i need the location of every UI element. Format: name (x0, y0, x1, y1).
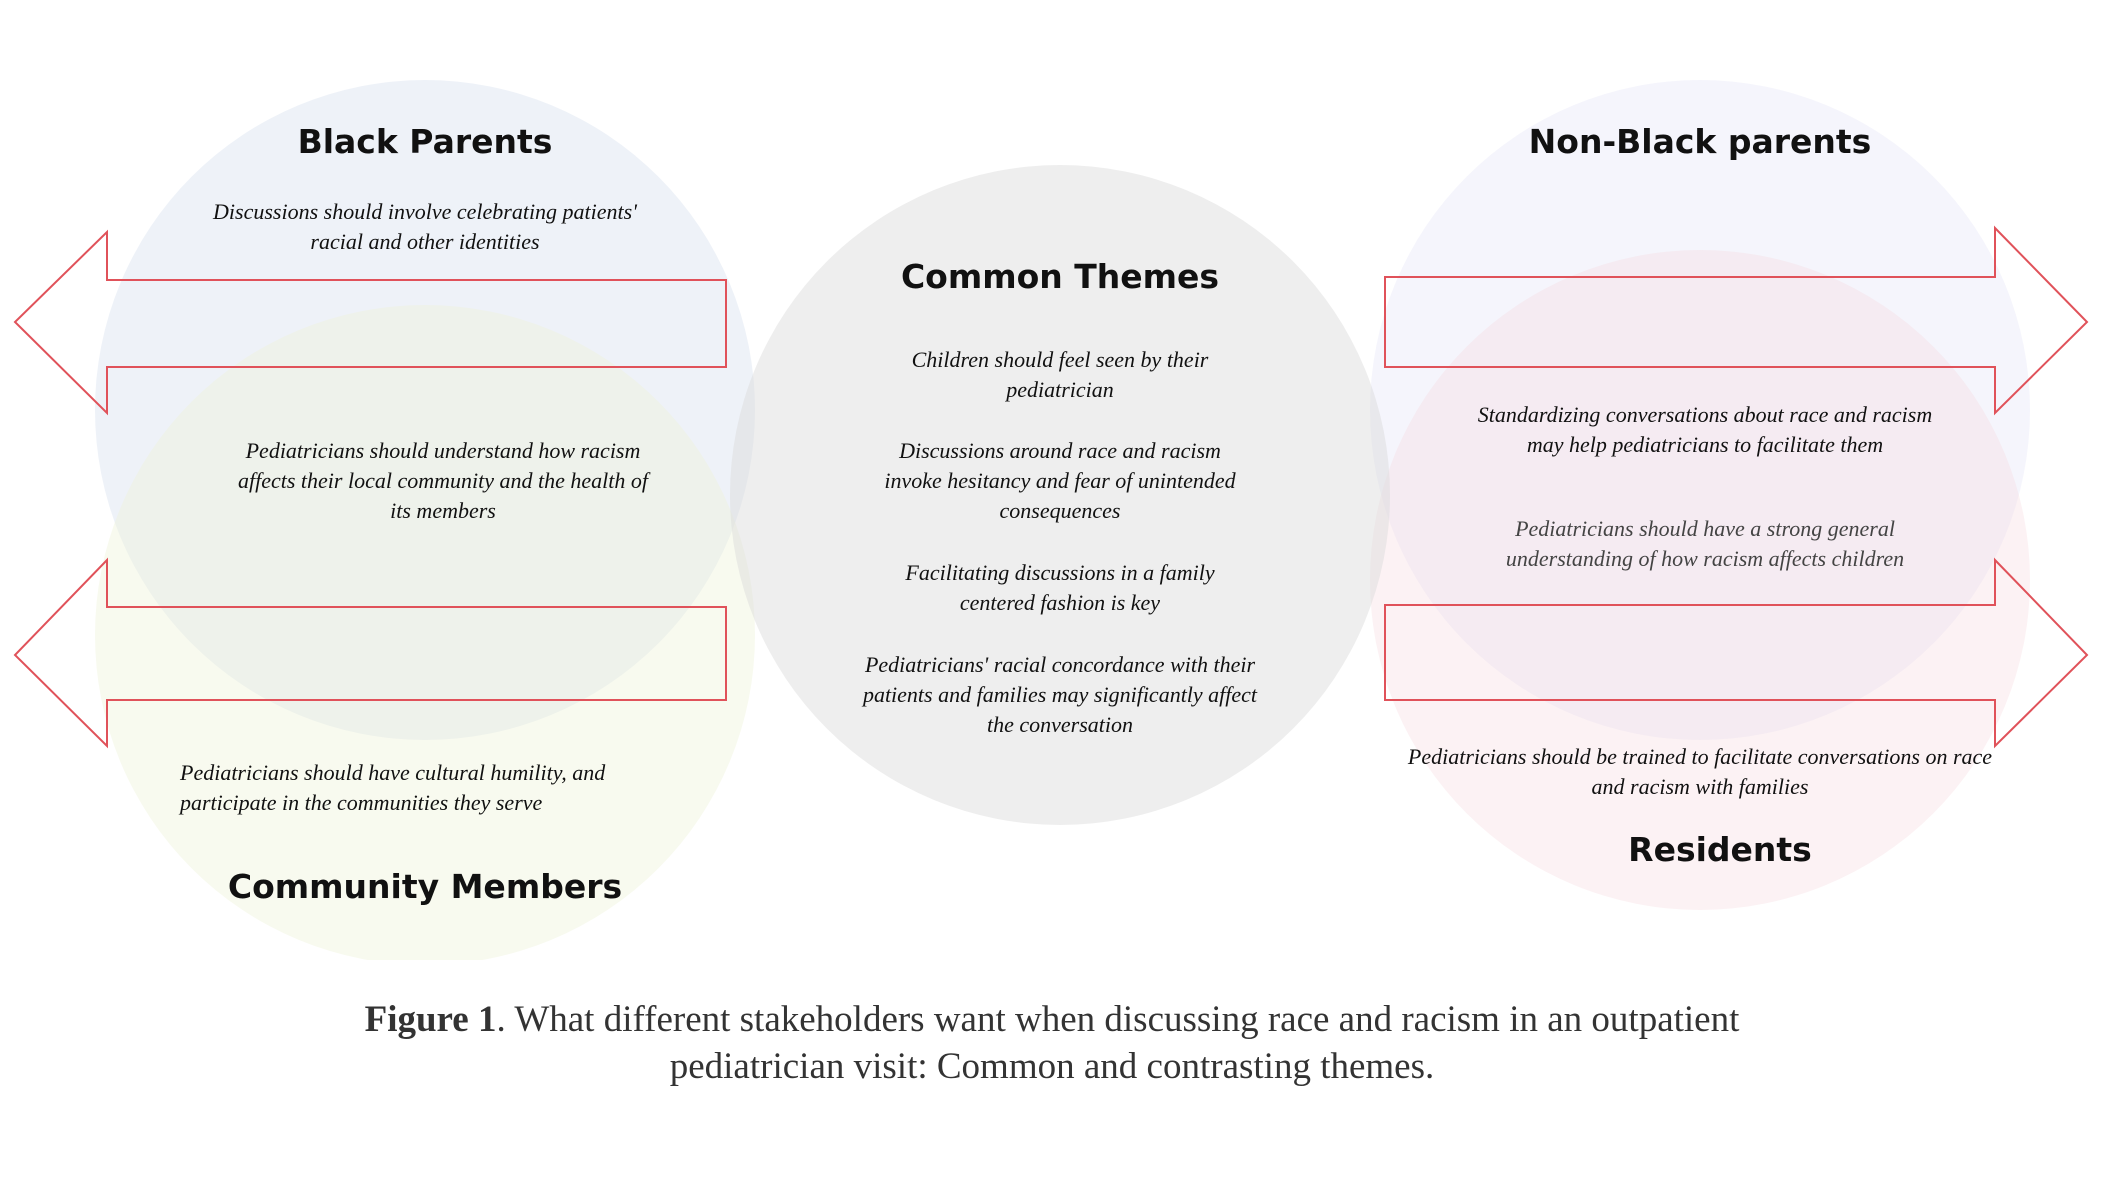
common-themes-note: Facilitating discussions in a family centered fashion is key (905, 560, 1215, 615)
residents-note: Pediatricians should be trained to facilitate conversations on race and racism with families (1407, 744, 1993, 799)
non-black-parents-title: Non-Black parents (1528, 122, 1872, 161)
common-themes-note: Discussions around race and racism invoke hesitancy and fear of unintended consequences (884, 438, 1236, 523)
community-members-note: Pediatricians should have cultural humility, and participate in the communities they serve (180, 760, 606, 815)
shared-right-note: Pediatricians should have a strong general understanding of how racism affects children (1505, 516, 1905, 571)
residents-title: Residents (1628, 830, 1812, 869)
community-members-circle (95, 305, 755, 960)
residents-circle (1370, 250, 2030, 910)
common-themes-note: Children should feel seen by their pediatrician (911, 347, 1209, 402)
black-parents-title: Black Parents (297, 122, 553, 161)
non-black-parents-note: Standardizing conversations about race and racism may help pediatricians to facilitate them (1477, 402, 1933, 457)
figure-label: Figure 1 (364, 999, 497, 1040)
black-parents-note: Pediatricians should understand how racism affects their local community and the health of its members (238, 438, 648, 523)
common-themes-title: Common Themes (900, 257, 1220, 296)
black-parents-note: Discussions should involve celebrating patients' racial and other identities (213, 199, 637, 254)
figure-caption (352, 996, 1752, 1090)
common-themes-note: Pediatricians' racial concordance with their patients and families may significantly affect the conversation (862, 652, 1258, 737)
figure-caption-text: . What different stakeholders want when discussing race and racism in an outpatient pediatrician visit: Common and contrasting themes. (496, 999, 1740, 1087)
community-members-title: Community Members (227, 867, 623, 906)
